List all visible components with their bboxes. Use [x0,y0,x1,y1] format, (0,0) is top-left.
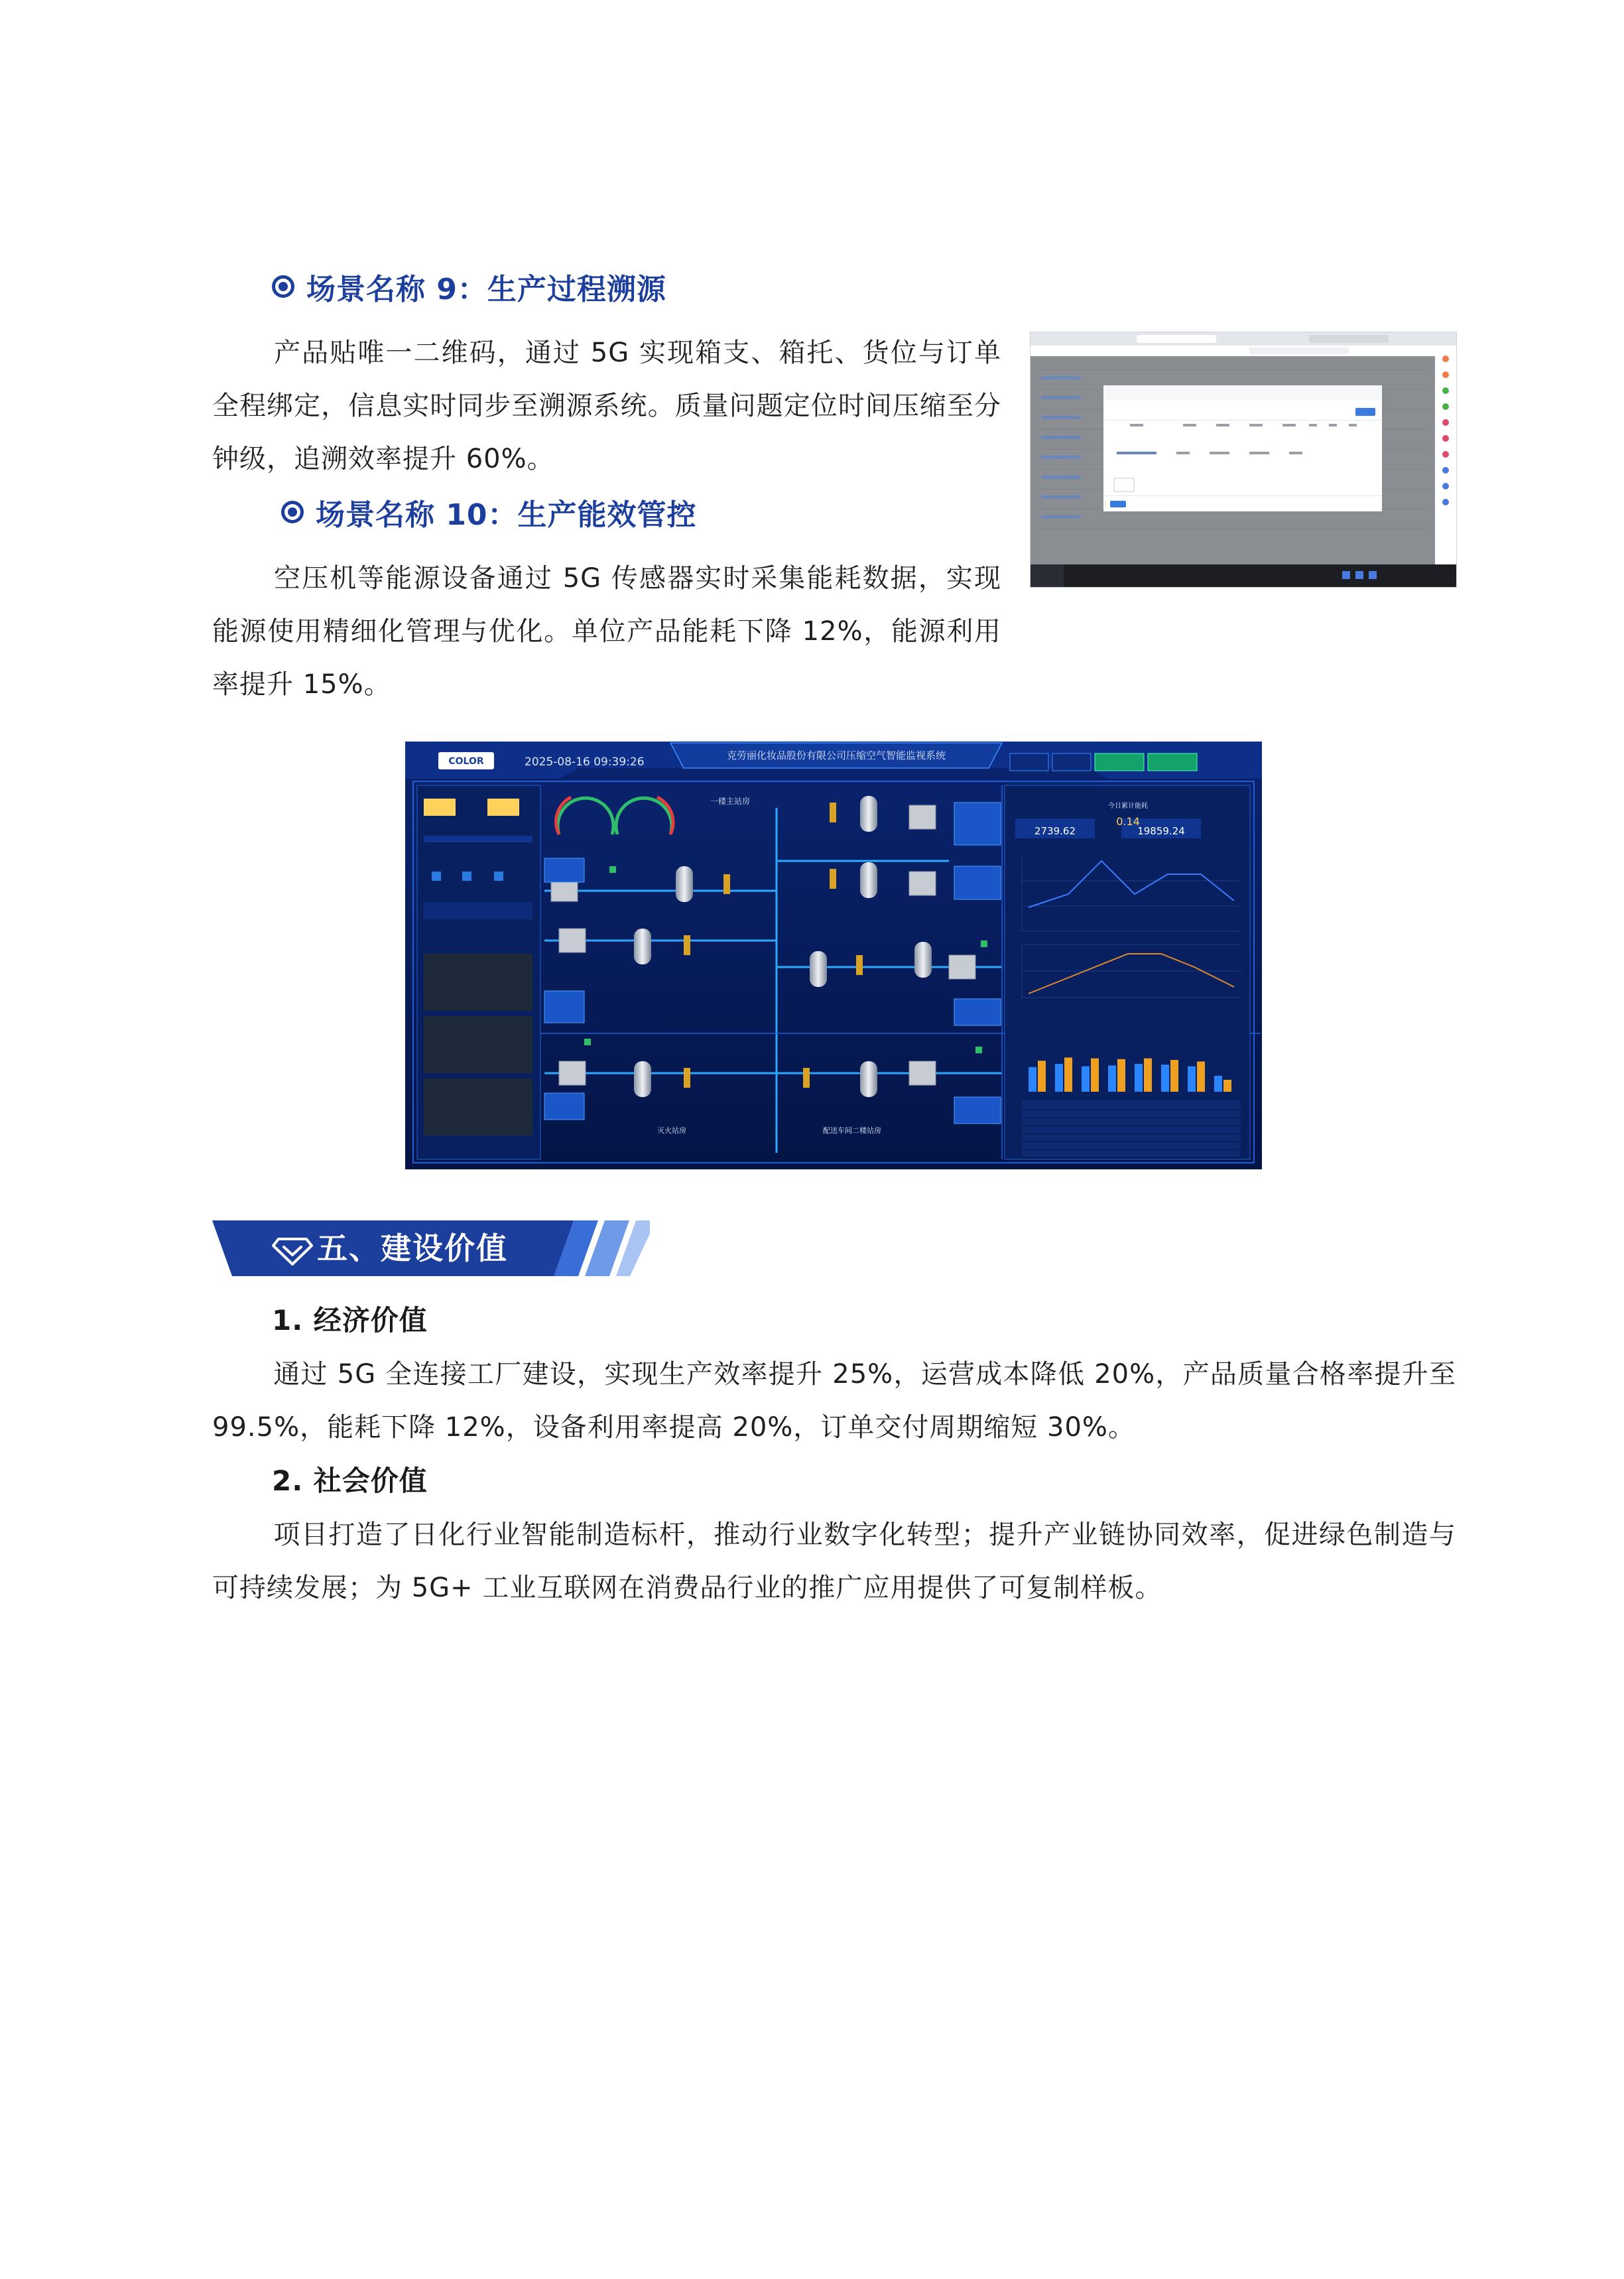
bar-series-b [1064,1057,1072,1092]
dashboard-datetime: 2025-08-16 09:39:26 [525,755,645,769]
social-value-heading: 2. 社会价值 [272,1465,428,1497]
bar-series-a [1161,1065,1169,1092]
bar-series-a [1108,1065,1116,1092]
bar-series-b [1091,1059,1099,1092]
station-2-label: 灭火站房 [657,1126,686,1135]
bar-series-b [1170,1060,1178,1092]
right-value: 19859.24 [1137,825,1185,837]
bar-series-b [1117,1059,1125,1092]
social-value-paragraph: 项目打造了日化行业智能制造标杆，推动行业数字化转型；提升产业链协同效率，促进绿色制造与可持续发展；为 5G+ 工业互联网在消费品行业的推广应用提供了可复制样板。 [212,1520,1456,1603]
scene-10-heading-text: 场景名称 10：生产能效管控 [316,498,697,532]
traceability-system-screenshot [1030,332,1457,588]
bar-series-b [1144,1059,1152,1092]
bar-series-a [1029,1067,1036,1092]
left-value: 2739.62 [1034,825,1076,837]
center-value-label: 今日累计能耗 [1108,803,1148,810]
bar-series-b [1223,1080,1231,1092]
scene-9-heading [272,265,666,308]
target-bullet-icon [281,501,304,523]
bar-series-a [1214,1076,1222,1092]
bar-series-a [1135,1064,1143,1092]
traceability-screenshot-graphic [1031,332,1456,587]
scene-9-paragraph: 产品贴唯一二维码，通过 5G 实现箱支、箱托、货位与订单全程绑定，信息实时同步至溯源系统。质量问题定位时间压缩至分钟级，追溯效率提升 60%。 [212,338,1001,474]
dashboard-logo: COLOR [448,756,484,767]
target-bullet-icon [272,275,294,298]
economic-value-heading: 1. 经济价值 [272,1304,428,1336]
section-5-title: 五、建设价值 [317,1230,508,1266]
bar-series-a [1055,1064,1063,1092]
scene-10-paragraph: 空压机等能源设备通过 5G 传感器实时采集能耗数据，实现能源使用精细化管理与优化。单位产品能耗下降 12%，能源利用率提升 15%。 [212,563,1001,700]
bar-series-b [1038,1061,1046,1092]
station-3-label: 配送车间二楼站房 [823,1126,881,1135]
scene-10-heading [281,491,697,533]
compressed-air-dashboard-screenshot [405,742,1262,1169]
scene-9-heading-text: 场景名称 9：生产过程溯源 [306,273,666,306]
bar-series-b [1197,1061,1205,1092]
dashboard-title: 克劳丽化妆品股份有限公司压缩空气智能监视系统 [726,749,946,761]
station-1-label: 一楼主站房 [710,797,751,806]
bar-series-a [1082,1067,1090,1092]
economic-value-paragraph: 通过 5G 全连接工厂建设，实现生产效率提升 25%，运营成本降低 20%，产品质量合格率提升至 99.5%，能耗下降 12%，设备利用率提高 20%，订单交付周期缩短 30%。 [212,1359,1456,1443]
dashboard-graphic [405,742,1262,1169]
center-value: 0.14 [1116,815,1140,828]
bar-series-a [1188,1067,1196,1092]
